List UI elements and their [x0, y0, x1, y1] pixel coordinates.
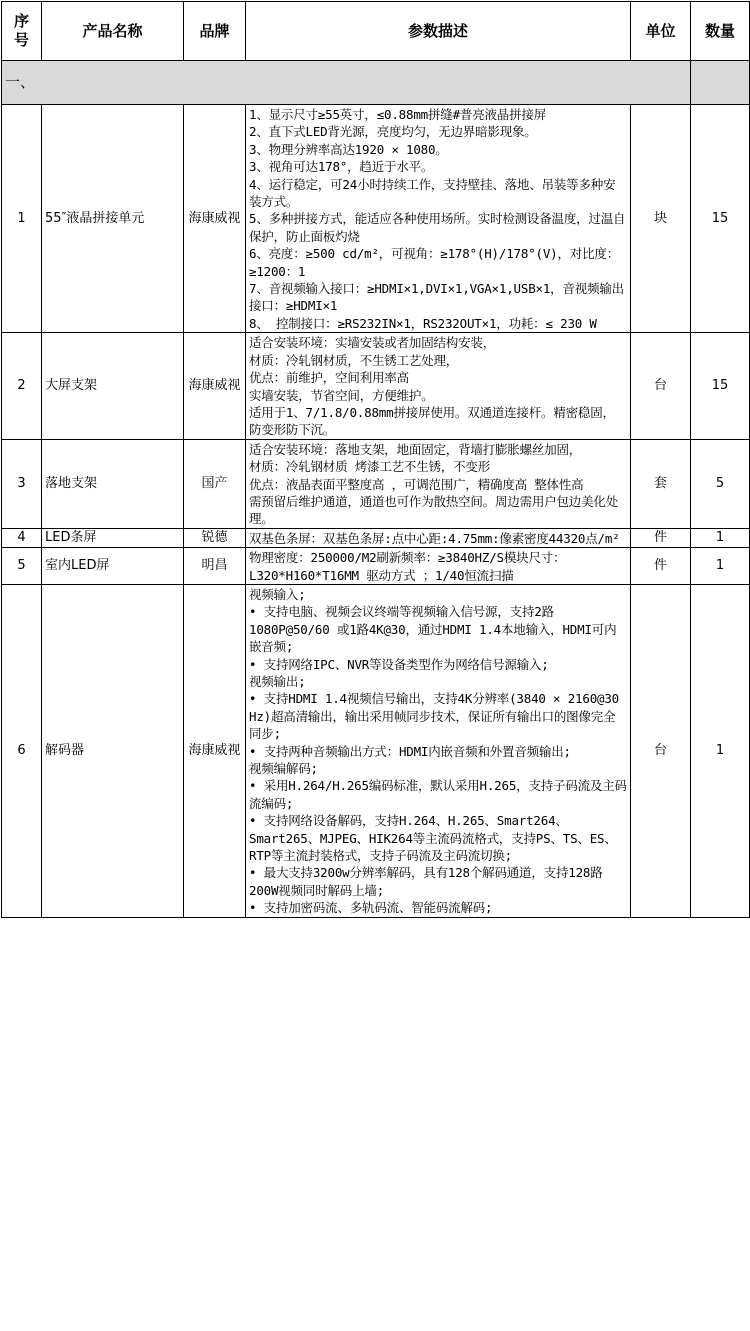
row-index: 3: [2, 439, 42, 528]
description-line: • 最大支持3200w分辨率解码，具有128个解码通道，支持128路200W视频同时解码上墙;: [249, 865, 603, 898]
header-unit: 单位: [631, 2, 691, 61]
row-product-name: 室内LED屏: [42, 548, 184, 585]
description-line: 7、音视频输入接口：≥HDMI×1,DVI×1,VGA×1,USB×1，音视频输出接口：≥HDMI×1: [249, 281, 624, 314]
row-quantity: 1: [691, 528, 750, 547]
row-brand: 海康威视: [184, 105, 246, 333]
description-line: 3、视角可达178°，趋近于水平。: [249, 159, 434, 175]
row-description: [246, 105, 631, 333]
row-brand: 锐德: [184, 528, 246, 547]
description-line: • 支持网络IPC、NVR等设备类型作为网络信号源输入;: [249, 656, 549, 672]
row-brand: 海康威视: [184, 584, 246, 917]
description-line: 适合安装环境：落地支架，地面固定，背墙打膨胀螺丝加固，: [249, 441, 582, 457]
description-line: 4、运行稳定，可24小时持续工作，支持壁挂、落地、吊装等多种安装方式。: [249, 176, 616, 210]
description-line: 优点：前维护，空间利用率高: [249, 370, 409, 386]
row-quantity: 5: [691, 439, 750, 528]
description-line: 材质：冷轧钢材质，不生锈工艺处理，: [249, 352, 459, 368]
description-line: 视频输入;: [249, 586, 306, 602]
header-name: 产品名称: [42, 2, 184, 61]
row-product-name: 55″液晶拼接单元: [42, 105, 184, 333]
row-unit: 件: [631, 528, 691, 547]
description-line: 适合安装环境：实墙安装或者加固结构安装，: [249, 335, 496, 351]
row-description: [246, 528, 631, 547]
description-line: • 支持网络设备解码，支持H.264、H.265、Smart264、Smart265、MJPEG、HIK264等主流码流格式，支持PS、TS、ES、RTP等主流封装格式，支持子码流及主码流切换;: [249, 813, 617, 864]
description-line: • 支持电脑、视频会议终端等视频输入信号源，支持2路1080P@50/60 或1路4K@30，通过HDMI 1.4本地输入，HDMI可内嵌音频;: [249, 604, 617, 655]
description-line: 需预留后维护通道，通道也可作为散热空间。周边需用户包边美化处理。: [249, 493, 619, 527]
section-row: [2, 61, 750, 105]
row-product-name: 大屏支架: [42, 333, 184, 439]
description-line: 视频编解码;: [249, 761, 318, 777]
row-description: [246, 548, 631, 585]
description-line: • 支持两种音频输出方式：HDMI内嵌音频和外置音频输出;: [249, 743, 571, 759]
row-unit: 块: [631, 105, 691, 333]
description-line: 适用于1、7/1.8/0.88mm拼接屏使用。双通道连接杆。精密稳固，防变形防下沉。: [249, 404, 615, 438]
description-line: 1、显示尺寸≥55英寸，≤0.88mm拼缝#普亮液晶拼接屏: [249, 107, 547, 122]
description-line: 实墙安装，节省空间，方便维护。: [249, 387, 434, 403]
description-line: 6、亮度：≥500 cd/m²，可视角：≥178°(H)/178°(V)，对比度：≥1200：1: [249, 246, 619, 279]
table-row: [2, 584, 750, 917]
row-index: 1: [2, 105, 42, 333]
description-line: 双基色条屏：双基色条屏:点中心距:4.75mm:像素密度44320点/m²: [249, 530, 620, 546]
row-index: 6: [2, 584, 42, 917]
row-unit: 套: [631, 439, 691, 528]
row-product-name: 落地支架: [42, 439, 184, 528]
description-line: 2、直下式LED背光源，亮度均匀，无边界暗影现象。: [249, 124, 537, 140]
header-index: 序号: [2, 2, 42, 61]
row-quantity: 1: [691, 584, 750, 917]
table-row: [2, 528, 750, 547]
row-description: [246, 333, 631, 439]
row-brand: 海康威视: [184, 333, 246, 439]
description-line: 视频输出;: [249, 674, 306, 689]
row-description: [246, 584, 631, 917]
row-quantity: 15: [691, 333, 750, 439]
section-label: 一、: [2, 61, 691, 105]
description-line: 8、 控制接口：≥RS232IN×1，RS232OUT×1，功耗：≤ 230 W: [249, 315, 597, 331]
section-empty-cell: [691, 61, 750, 105]
description-line: 5、多种拼接方式，能适应各种使用场所。实时检测设备温度，过温自保护，防止面板灼烧: [249, 211, 626, 244]
table-row: [2, 548, 750, 585]
header-brand: 品牌: [184, 2, 246, 61]
header-row: [2, 2, 750, 61]
row-brand: 国产: [184, 439, 246, 528]
row-quantity: 15: [691, 105, 750, 333]
description-line: • 支持HDMI 1.4视频信号输出，支持4K分辨率(3840 × 2160@30 Hz)超高清输出，输出采用帧同步技术，保证所有输出口的图像完全同步;: [249, 691, 619, 742]
description-line: • 支持加密码流、多轨码流、智能码流解码;: [249, 900, 493, 916]
description-line: 优点：液晶表面平整度高 ，可调范围广，精确度高 整体性高: [249, 476, 584, 492]
row-description: [246, 439, 631, 528]
row-unit: 台: [631, 333, 691, 439]
description-line: 物理密度：250000/M2刷新频率：≥3840HZ/S模块尺寸：L320*H160*T16MM 驱动方式 ；1/40恒流扫描: [249, 550, 566, 583]
row-product-name: 解码器: [42, 584, 184, 917]
description-line: • 采用H.264/H.265编码标准，默认采用H.265，支持子码流及主码流编码;: [249, 778, 627, 811]
row-unit: 件: [631, 548, 691, 585]
header-qty: 数量: [691, 2, 750, 61]
row-index: 2: [2, 333, 42, 439]
table-row: [2, 333, 750, 439]
row-quantity: 1: [691, 548, 750, 585]
table-row: [2, 105, 750, 333]
row-index: 5: [2, 548, 42, 585]
row-index: 4: [2, 528, 42, 547]
row-unit: 台: [631, 584, 691, 917]
row-product-name: LED条屏: [42, 528, 184, 547]
row-brand: 明昌: [184, 548, 246, 585]
table-row: [2, 439, 750, 528]
product-spec-table: [1, 1, 750, 918]
header-desc: 参数描述: [246, 2, 631, 61]
description-line: 3、物理分辨率高达1920 × 1080。: [249, 141, 448, 157]
description-line: 材质：冷轧钢材质 烤漆工艺不生锈，不变形: [249, 459, 491, 475]
